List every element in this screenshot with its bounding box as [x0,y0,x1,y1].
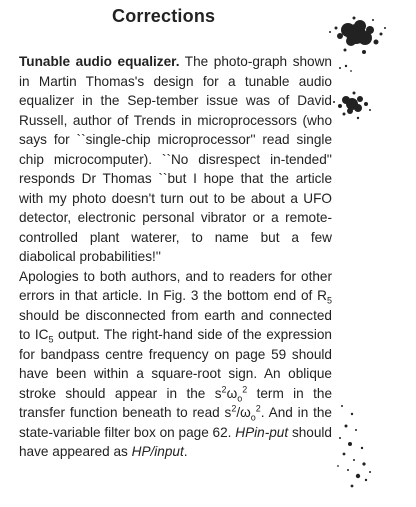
subscript: 5 [48,334,54,345]
italic-term: HPin-put [235,424,289,440]
superscript: 2 [255,403,261,414]
paragraph-text: term in the transfer function beneath to read s [19,385,333,420]
superscript: 2 [221,383,227,394]
slash-omega: /ω [236,405,251,420]
omega-symbol: ω [226,385,238,401]
article-body [19,52,332,462]
paragraph-article-errors [19,267,332,462]
scan-noise-blob-mid [320,80,380,130]
paragraph-text: should have appeared as [19,424,332,459]
paragraph-text: output. The right-hand side of the expression for bandpass centre frequency on page 59 should have been within a square-root sign. An oblique stroke should appear in the s [19,327,332,401]
subscript: o [250,412,256,423]
paragraph-text: should be disconnected from earth and connected to IC [19,307,332,342]
ink-blot-graphic [320,80,380,130]
dots-graphic [336,62,356,78]
lead-title: Tunable audio equalizer. [19,54,180,69]
paragraph-text: . [183,444,188,459]
scan-noise-dots [336,62,356,78]
subscript: o [237,393,243,404]
superscript: 2 [231,403,237,414]
superscript: 2 [242,383,248,394]
paragraph-photo-correction [19,52,332,267]
speckle-graphic [334,400,380,495]
scan-noise-blob-top [318,8,398,68]
subscript: 5 [326,295,332,306]
paragraph-text: . And in the state-variable filter box on page 62. [19,405,332,440]
paragraph-text: Apologies to both authors, and to readers for other errors in that article. In Fig. 3 the bottom end of R [19,268,332,303]
ink-blot-graphic [318,8,398,68]
paragraph-text: The photo-graph shown in Martin Thomas's design for a tunable audio equalizer in the Sep-tember issue was of David Russell, author of Trends in microprocessors (who says for ``single-chip microprocessor'' read single chip microcomputer). ``No disrespect in-tended'' responds Dr Thomas ``but I hope that the article with my photo doesn't turn out to be about a UFO detector, electronic personal vibrator or a remote-controlled plant waterer, to name but a few diabolical probabilities!'' [19,54,332,264]
italic-term: HP/input [131,444,184,459]
scan-noise-scatter [334,400,380,495]
page-title: Corrections [112,6,216,26]
